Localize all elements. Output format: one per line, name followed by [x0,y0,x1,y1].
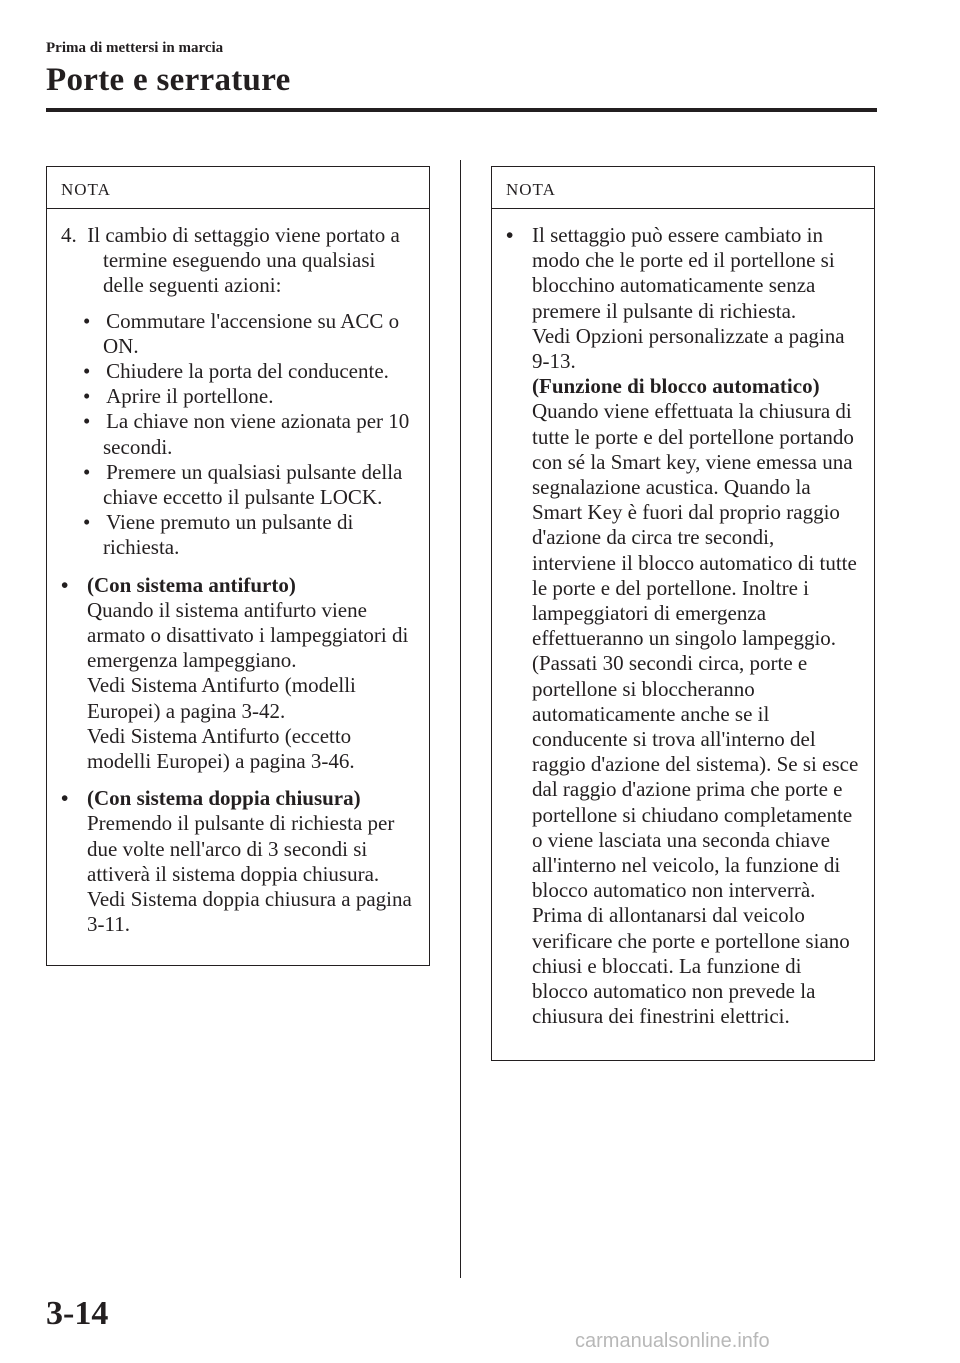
right-note-heading: NOTA [492,167,874,209]
sub-list [83,309,415,561]
left-note-body [47,209,429,937]
bullet-double-lock [61,786,415,937]
sub-item: • Aprire il portellone. [83,384,274,409]
list-item-4 [61,223,415,299]
sub-item: • Commutare l'accensione su ACC o ON. [83,308,400,358]
bullet-text: Quando il sistema antifurto viene armato o disattivato i lampeggiatori di emergenza lampeggiano. [87,597,409,673]
right-note-box [491,166,875,1061]
item-number: 4. [61,223,77,247]
bullet-title: (Con sistema antifurto) [87,572,296,597]
bullet-auto-lock [506,223,860,1030]
watermark: carmanualsonline.info [575,1330,770,1352]
page-number: 3-14 [46,1295,109,1332]
bullet-icon: • [506,223,514,247]
bullet-icon: • [61,786,69,811]
title-rule [46,108,877,112]
sub-item: • Premere un qualsiasi pulsante della chiave eccetto il pulsante LOCK. [83,459,403,510]
sub-item: • Chiudere la porta del conducente. [83,359,389,384]
page-reference: Vedi Sistema Antifurto (eccetto modelli Europei) a pagina 3-46. [87,723,355,774]
sub-item: • Viene premuto un pulsante di richiesta. [83,510,354,560]
item-text: Il cambio di settaggio viene portato a termine eseguendo una qualsiasi delle seguenti azioni: [87,223,400,298]
section-label: Prima di mettersi in marcia [46,40,224,56]
left-note-box [46,166,430,966]
bullet-antitheft [61,573,415,775]
page-reference: Vedi Sistema Antifurto (modelli Europei) a pagina 3-42. [87,673,356,723]
right-note-body [492,209,874,1030]
bullet-title: (Con sistema doppia chiusura) [87,786,361,811]
function-text: Quando viene effettuata la chiusura di tutte le porte e del portellone portando con sé la Smart key, viene emessa una segnalazione acustica. Quando la Smart Key è fuori dal proprio raggio d'azione da circa tre secondi, interviene il blocco automatico di tutte le porte e del portellone. Inoltre i lampeggiatori di emergenza effettueranno un singolo lampeggio. (Passati 30 secondi circa, porte e portellone si bloccheranno automaticamente anche se il conducente si trova all'interno del raggio d'azione del sistema). Se si esce dal raggio d'azione prima che porte e portellone si chiudano completamente o viene lasciata una seconda chiave all'interno nel veicolo, la funzione di blocco automatico non interverrà. Prima di allontanarsi dal veicolo verificare che porte e portellone siano chiusi e bloccati. La funzione di blocco automatico non prevede la chiusura dei finestrini elettrici. [532,399,859,1029]
column-divider [460,160,461,1278]
function-title: (Funzione di blocco automatico) [532,374,820,399]
bullet-text: Il settaggio può essere cambiato in modo che le porte ed il portellone si blocchino automaticamente senza premere il pulsante di richiesta. [532,223,835,323]
page-reference: Vedi Opzioni personalizzate a pagina 9-13. [532,323,845,374]
bullet-text: Premendo il pulsante di richiesta per due volte nell'arco di 3 secondi si attiverà il sistema doppia chiusura. Vedi Sistema doppia chiusura a pagina 3-11. [87,811,412,937]
sub-item: • La chiave non viene azionata per 10 secondi. [83,409,410,459]
left-note-heading: NOTA [47,167,429,209]
bullet-icon: • [61,572,69,597]
page-title: Porte e serrature [46,62,291,98]
